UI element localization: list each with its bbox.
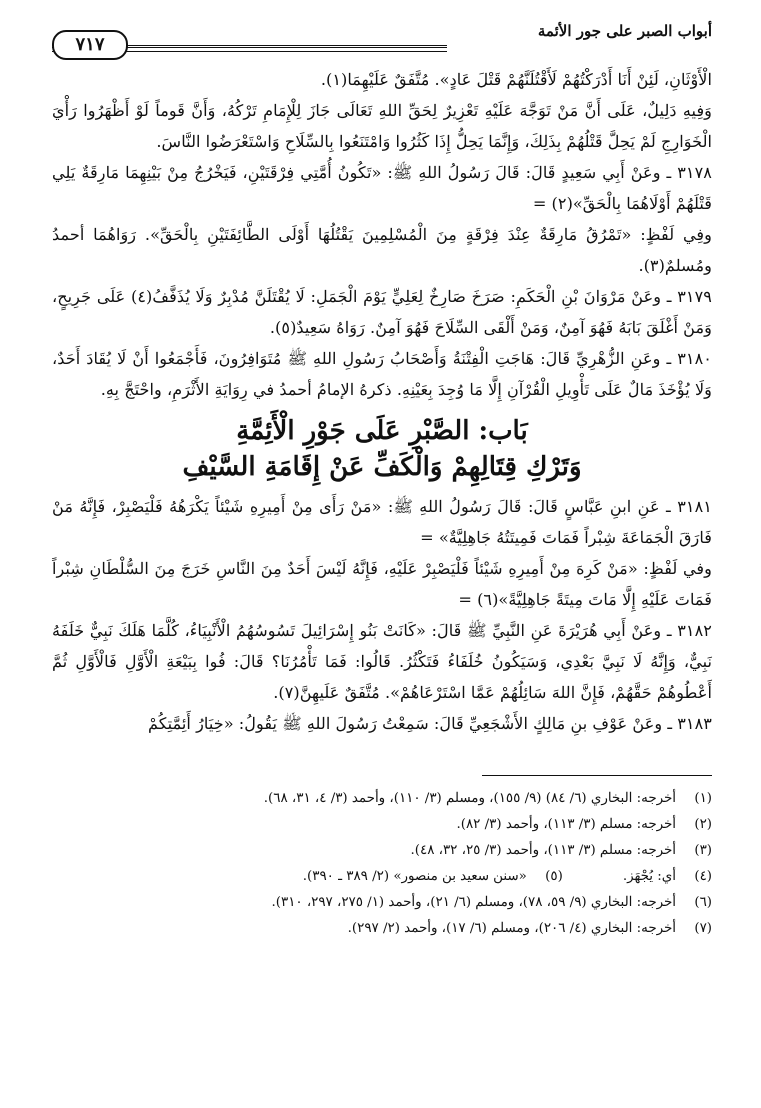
paragraph: وفِي لَفْظٍ: «تَمْرُقُ مَارِقَةٌ عِنْدَ فِرْقَةٍ مِنَ الْمُسْلِمِينَ يَقْتُلُهَا أَوْلَى الطَّائِفَتَيْنِ بِالْحَقِّ». رَوَاهُمَا أحمدُ ومُسلمٌ(٣).	[52, 225, 712, 275]
footnote: (٢)أخرجه: مسلم (٣/ ١١٣)، وأحمد (٣/ ٨٢).	[456, 817, 712, 832]
footnotes	[52, 786, 712, 942]
chapter-heading-line1: بَاب: الصَّبْرِ عَلَى جَوْرِ الْأَئِمَّةِ	[236, 416, 528, 446]
hadith-3178: ٣١٧٨ ـ وعَنْ أَبِي سَعِيدٍ قَالَ: قَالَ رَسُولُ اللهِ ﷺ: «تَكُونُ أُمَّتِي فِرْقَتَيْنِ، فَيَخْرُجُ مِنْ بَيْنِهِمَا مَارِقَةٌ يَلِي قَتْلَهُمْ أَوْلَاهُمَا بِالْحَقِّ»(٢) =	[52, 163, 712, 213]
paragraph: الْأَوْثَانِ، لَئِنْ أَنَا أَدْرَكْتُهُمْ لَأَقْتُلَنَّهُمْ قَتْلَ عَادٍ». مُتَّفَقٌ عَلَيْهِمَا(١).	[320, 70, 712, 89]
footnote-separator	[482, 775, 712, 776]
chapter-heading-line2: وَتَرْكِ قِتَالِهِمْ وَالْكَفِّ عَنْ إِقَامَةِ السَّيْفِ	[182, 452, 582, 482]
footnote: (٤)أي: يُجْهَز.	[622, 869, 712, 884]
footnote: (٣)أخرجه: مسلم (٣/ ١١٣)، وأحمد (٣/ ٢٥، ٣٢، ٤٨).	[410, 843, 712, 858]
page-number: ٧١٧	[52, 30, 128, 60]
hadith-3179: ٣١٧٩ ـ وعَنْ مَرْوَانَ بْنِ الْحَكَمِ: صَرَخَ صَارِخٌ لِعَلِيٍّ يَوْمَ الْجَمَلِ: لَا يُقْتَلَنَّ مُدْبِرٌ وَلَا يُذَفَّفُ(٤) عَلَى جَرِيحٍ، وَمَنْ أَغْلَقَ بَابَهُ فَهُوَ آمِنٌ، وَمَنْ أَلْقَى السِّلَاحَ فَهُوَ آمِنٌ. رَوَاهُ سَعِيدٌ(٥).	[52, 287, 712, 337]
page-header	[52, 18, 712, 58]
footnote-row	[52, 864, 712, 890]
paragraph: وفي لَفْظٍ: «مَنْ كَرِهَ مِنْ أَمِيرِهِ شَيْئاً فَلْيَصْبِرْ عَلَيْهِ، فَإِنَّهُ لَيْسَ أَحَدٌ مِنَ النَّاسِ خَرَجَ مِنَ السُّلْطَانِ شِبْراً فَمَاتَ عَلَيْهِ إِلَّا مَاتَ مِيتَةً جَاهِلِيَّةً»(٦) =	[52, 559, 712, 609]
main-text	[52, 64, 712, 739]
hadith-3183: ٣١٨٣ ـ وعَنْ عَوْفِ بنِ مَالِكٍ الأَشْجَعِيِّ قَالَ: سَمِعْتُ رَسُولَ اللهِ ﷺ يَقُولُ: «خِيَارُ أَئِمَّتِكُمْ	[147, 714, 712, 733]
paragraph: وَفِيهِ دَلِيلٌ، عَلَى أَنَّ مَنْ تَوَجَّهَ عَلَيْهِ تَعْزِيرٌ لِحَقِّ اللهِ تَعَالَى جَازَ لِلْإِمَامِ تَرْكُهُ، وَأَنَّ قَوماً لَوْ أَظْهَرُوا رَأْيَ الْخَوَارِجِ لَمْ يَحِلَّ قَتْلُهُمْ بِذَلِكَ، وَإِنَّمَا يَحِلُّ إِذَا كَثُرُوا وَامْتَنَعُوا بِالسِّلَاحِ وَاسْتَعْرَضُوا النَّاسَ.	[52, 101, 712, 151]
running-title: أبواب الصبر على جور الأئمة	[537, 22, 712, 40]
hadith-3181: ٣١٨١ ـ عَنِ ابنِ عَبَّاسٍ قَالَ: قَالَ رَسُولُ اللهِ ﷺ: «مَنْ رَأَى مِنْ أَمِيرِهِ شَيْئاً يَكْرَهُهُ فَلْيَصْبِرْ، فَإِنَّهُ مَنْ فَارَقَ الْجَمَاعَةَ شِبْراً فَمَاتَ فَمِيتَتُهُ جَاهِلِيَّةٌ» =	[52, 497, 712, 547]
footnote: (١)أخرجه: البخاري (٦/ ٨٤) (٩/ ١٥٥)، ومسلم (٣/ ١١٠)، وأحمد (٣/ ٤، ٣١، ٦٨).	[263, 791, 712, 806]
footnote: (٦)أخرجه: البخاري (٩/ ٥٩، ٧٨)، ومسلم (٦/ ٢١)، وأحمد (١/ ٢٧٥، ٢٩٧، ٣١٠).	[271, 895, 712, 910]
footnote: (٥)«سنن سعيد بن منصور» (٢/ ٣٨٩ ـ ٣٩٠).	[302, 869, 563, 884]
chapter-heading	[52, 413, 712, 485]
book-page	[52, 18, 712, 942]
footnote: (٧)أخرجه: البخاري (٤/ ٢٠٦)، ومسلم (٦/ ١٧)، وأحمد (٢/ ٢٩٧).	[347, 921, 712, 936]
hadith-3180: ٣١٨٠ ـ وعَنِ الزُّهْرِيِّ قَالَ: هَاجَتِ الْفِتْنَةُ وَأَصْحَابُ رَسُولِ اللهِ ﷺ مُتَوَافِرُونَ، فَأَجْمَعُوا أَنْ لَا يُقَادَ أَحَدٌ، وَلَا يُؤْخَذَ مَالٌ عَلَى تَأْوِيلِ الْقُرْآنِ إِلَّا مَا وُجِدَ بِعَيْنِهِ. ذكرهُ الإمامُ أحمدُ في رِوَايَةِ الأَثْرَمِ، واحْتَجَّ بِهِ.	[52, 349, 712, 399]
hadith-3182: ٣١٨٢ ـ وعَنْ أَبِي هُرَيْرَةَ عَنِ النَّبِيِّ ﷺ قَالَ: «كَانَتْ بَنُو إِسْرَائِيلَ تَسُوسُهُمُ الْأَنْبِيَاءُ، كُلَّمَا هَلَكَ نَبِيٌّ خَلَفَهُ نَبِيٌّ، وَإِنَّهُ لَا نَبِيَّ بَعْدِي، وَسَيَكُونُ خُلَفَاءُ فَتَكْثُرُ. قَالُوا: فَمَا تَأْمُرُنَا؟ قَالَ: فُوا بِبَيْعَةِ الْأَوَّلِ فَالْأَوَّلِ ثُمَّ أَعْطُوهُمْ حَقَّهُمْ، فَإِنَّ اللهَ سَائِلُهُمْ عَمَّا اسْتَرْعَاهُمْ». مُتَّفَقٌ عَلَيهِنَّ(٧).	[52, 621, 712, 702]
